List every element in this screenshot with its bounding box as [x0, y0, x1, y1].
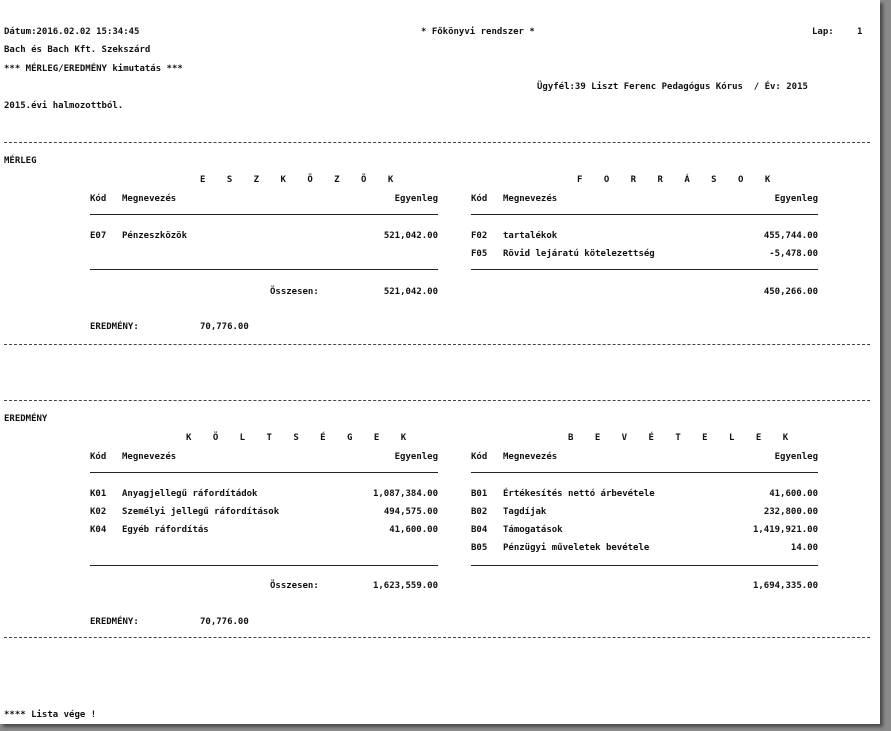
page-label: Lap:	[812, 27, 834, 37]
rule	[90, 472, 438, 473]
table-row-name: Értékesítés nettó árbevétele	[503, 489, 655, 499]
col-balance-header: Egyenleg	[774, 194, 818, 204]
table-row-code: B01	[471, 489, 488, 499]
table-row-name: tartalékok	[503, 231, 558, 241]
table-row-amount: -5,478.00	[769, 249, 818, 259]
table-row-code: B04	[471, 525, 488, 535]
table-row-code: B02	[471, 507, 488, 517]
liabilities-total: 450,266.00	[763, 287, 818, 297]
total-label: Összesen:	[270, 581, 319, 591]
col-balance-header: Egyenleg	[774, 452, 818, 462]
table-row-code: F05	[471, 249, 488, 259]
table-row-code: B05	[471, 543, 488, 553]
table-row-amount: 494,575.00	[383, 507, 438, 517]
basis-note: 2015.évi halmozottból.	[4, 101, 124, 111]
system-title: * Főkönyvi rendszer *	[421, 27, 535, 37]
rule	[90, 269, 438, 270]
table-row-name: Egyéb ráfordítás	[122, 525, 209, 535]
revenues-heading: B E V É T E L E K	[568, 433, 797, 443]
rule	[471, 472, 818, 473]
total-label: Összesen:	[270, 287, 319, 297]
col-balance-header: Egyenleg	[394, 194, 438, 204]
table-row-name: Rövid lejáratú kötelezettség	[503, 249, 655, 259]
divider	[4, 400, 870, 401]
balance-section-label: MÉRLEG	[4, 156, 37, 166]
table-row-code: K04	[90, 525, 107, 535]
page-number: 1	[857, 27, 863, 37]
result-label: EREDMÉNY:	[90, 617, 139, 627]
table-row-amount: 1,419,921.00	[752, 525, 818, 535]
table-row-name: Személyi jellegű ráfordítások	[122, 507, 280, 517]
col-name-header: Megnevezés	[122, 452, 177, 462]
assets-total: 521,042.00	[383, 287, 438, 297]
table-row-code: K01	[90, 489, 107, 499]
result-value: 70,776.00	[200, 322, 249, 332]
col-code-header: Kód	[471, 452, 488, 462]
table-row-code: K02	[90, 507, 107, 517]
table-row-amount: 521,042.00	[383, 231, 438, 241]
col-name-header: Megnevezés	[122, 194, 177, 204]
costs-heading: K Ö L T S É G E K	[186, 433, 415, 443]
divider	[4, 344, 870, 345]
table-row-name: Tagdíjak	[503, 507, 547, 517]
divider	[4, 637, 870, 638]
table-row-code: F02	[471, 231, 488, 241]
table-row-amount: 455,744.00	[763, 231, 818, 241]
col-name-header: Megnevezés	[503, 452, 558, 462]
table-row-name: Anyagjellegű ráfordítádok	[122, 489, 258, 499]
result-value: 70,776.00	[200, 617, 249, 627]
table-row-amount: 14.00	[790, 543, 818, 553]
rule	[471, 214, 818, 215]
rule	[90, 565, 438, 566]
table-row-amount: 1,087,384.00	[372, 489, 438, 499]
rule	[90, 214, 438, 215]
table-row-amount: 41,600.00	[389, 525, 438, 535]
revenues-total: 1,694,335.00	[752, 581, 818, 591]
list-end-text: **** Lista vége !	[4, 710, 97, 720]
rule	[471, 565, 818, 566]
costs-total: 1,623,559.00	[372, 581, 438, 591]
table-row-name: Pénzeszközök	[122, 231, 188, 241]
col-code-header: Kód	[90, 452, 107, 462]
result-label: EREDMÉNY:	[90, 322, 139, 332]
client-info: Ügyfél:39 Liszt Ferenc Pedagógus Kórus / Év: 2015	[537, 82, 808, 92]
divider	[4, 142, 870, 143]
report-date: Dátum:2016.02.02 15:34:45	[4, 27, 140, 37]
table-row-code: E07	[90, 231, 107, 241]
report-title: *** MÉRLEG/EREDMÉNY kimutatás ***	[4, 64, 183, 74]
table-row-name: Pénzügyi műveletek bevétele	[503, 543, 650, 553]
col-balance-header: Egyenleg	[394, 452, 438, 462]
table-row-name: Támogatások	[503, 525, 563, 535]
liabilities-heading: F O R R Á S O K	[577, 175, 779, 185]
assets-heading: E S Z K Ö Z Ö K	[200, 175, 402, 185]
col-name-header: Megnevezés	[503, 194, 558, 204]
col-code-header: Kód	[90, 194, 107, 204]
rule	[471, 269, 818, 270]
table-row-amount: 232,800.00	[763, 507, 818, 517]
col-code-header: Kód	[471, 194, 488, 204]
income-section-label: EREDMÉNY	[4, 414, 48, 424]
table-row-amount: 41,600.00	[769, 489, 818, 499]
company-name: Bach és Bach Kft. Szekszárd	[4, 45, 151, 55]
